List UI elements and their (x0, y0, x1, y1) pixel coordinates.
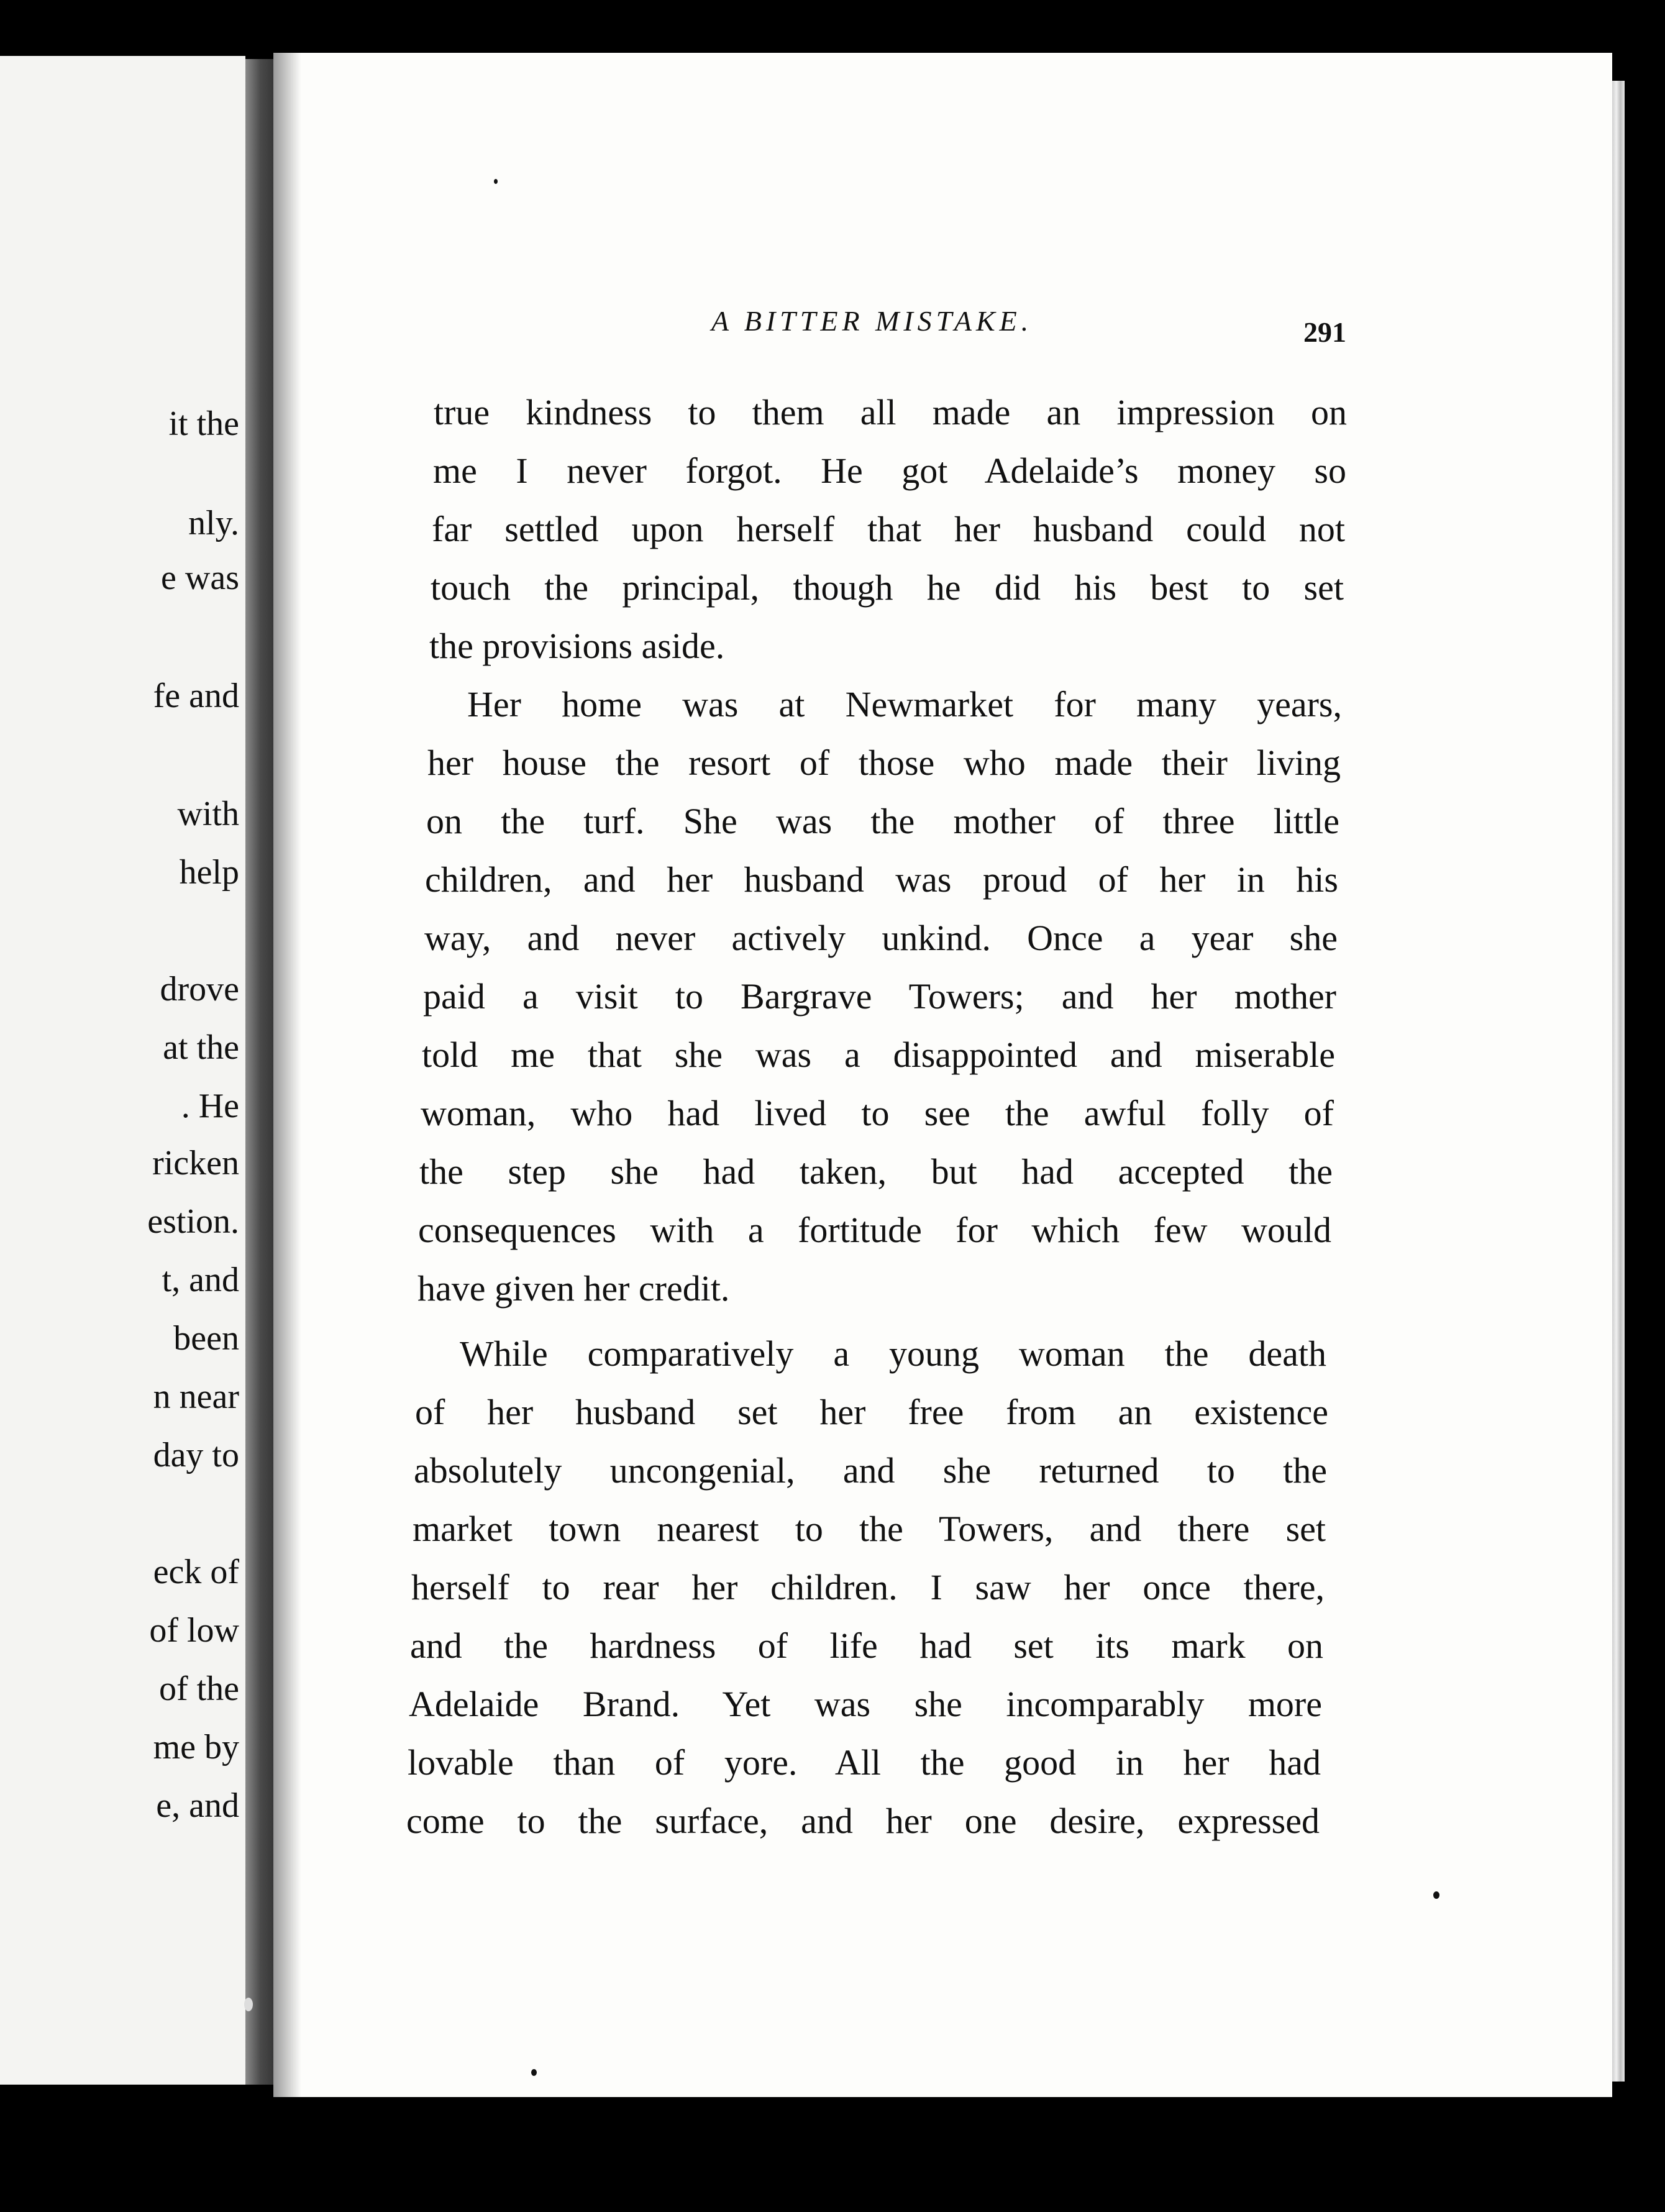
ink-speck (244, 1998, 253, 2011)
left-page-line: day to (153, 1436, 239, 1474)
left-page-line: it the (168, 404, 239, 443)
left-page-line: help (179, 853, 239, 892)
text-line: lovable than of yore. All the good in her had (408, 1742, 1321, 1783)
text-line: way, and never actively unkind. Once a year she (424, 918, 1338, 958)
left-page-line: been (173, 1319, 239, 1358)
text-line: Her home was at Newmarket for many years, (467, 684, 1342, 724)
ink-speck (494, 179, 498, 184)
left-page-line: fe and (153, 677, 239, 715)
text-line: her house the resort of those who made their living (427, 743, 1341, 783)
text-line: far settled upon herself that her husband could not (432, 509, 1345, 549)
text-line: true kindness to them all made an impression on (434, 392, 1347, 432)
text-line: Adelaide Brand. Yet was she incomparably more (409, 1684, 1322, 1724)
left-page-line: t, and (162, 1261, 239, 1299)
left-page-line: e, and (156, 1786, 239, 1825)
text-line: have given her credit. (417, 1268, 730, 1309)
text-line: herself to rear her children. I saw her once there, (411, 1567, 1325, 1607)
text-line: on the turf. She was the mother of three little (426, 801, 1339, 841)
text-line: woman, who had lived to see the awful folly of (421, 1093, 1334, 1133)
text-line: While comparatively a young woman the death (460, 1333, 1326, 1374)
running-head: A BITTER MISTAKE. (711, 305, 1033, 337)
text-line: children, and her husband was proud of her in his (425, 859, 1338, 900)
left-page-line: ricken (152, 1144, 239, 1182)
left-page-line: of the (158, 1670, 239, 1708)
left-page-line: e was (161, 559, 239, 597)
left-page-line: nly. (188, 504, 239, 542)
text-line: the provisions aside. (429, 626, 725, 666)
left-page-line: drove (160, 970, 239, 1008)
left-page-line: me by (153, 1728, 239, 1766)
left-page-line: eck of (153, 1553, 239, 1591)
text-line: absolutely uncongenial, and she returned to the (414, 1450, 1327, 1491)
left-page-line: estion. (147, 1202, 239, 1241)
left-page-line: of low (149, 1611, 239, 1650)
text-line: touch the principal, though he did his best to set (431, 567, 1344, 608)
text-line: market town nearest to the Towers, and there set (413, 1509, 1326, 1549)
left-page-line: at the (163, 1028, 239, 1067)
left-page-line: . He (181, 1087, 239, 1125)
ink-speck (1433, 1891, 1439, 1899)
text-line: of her husband set her free from an existence (415, 1392, 1328, 1432)
page-number: 291 (1303, 316, 1346, 348)
text-line: paid a visit to Bargrave Towers; and her mother (423, 976, 1336, 1017)
left-page-line: with (177, 795, 239, 833)
ink-speck (531, 2069, 537, 2076)
text-line: consequences with a fortitude for which few would (418, 1210, 1331, 1250)
text-line: come to the surface, and her one desire, expressed (406, 1801, 1320, 1841)
text-line: told me that she was a disappointed and miserable (422, 1035, 1335, 1075)
text-line: and the hardness of life had set its mark on (410, 1625, 1323, 1666)
text-line: the step she had taken, but had accepted the (419, 1151, 1333, 1192)
text-line: me I never forgot. He got Adelaide’s money so (433, 450, 1346, 491)
left-page-line: n near (153, 1378, 239, 1416)
